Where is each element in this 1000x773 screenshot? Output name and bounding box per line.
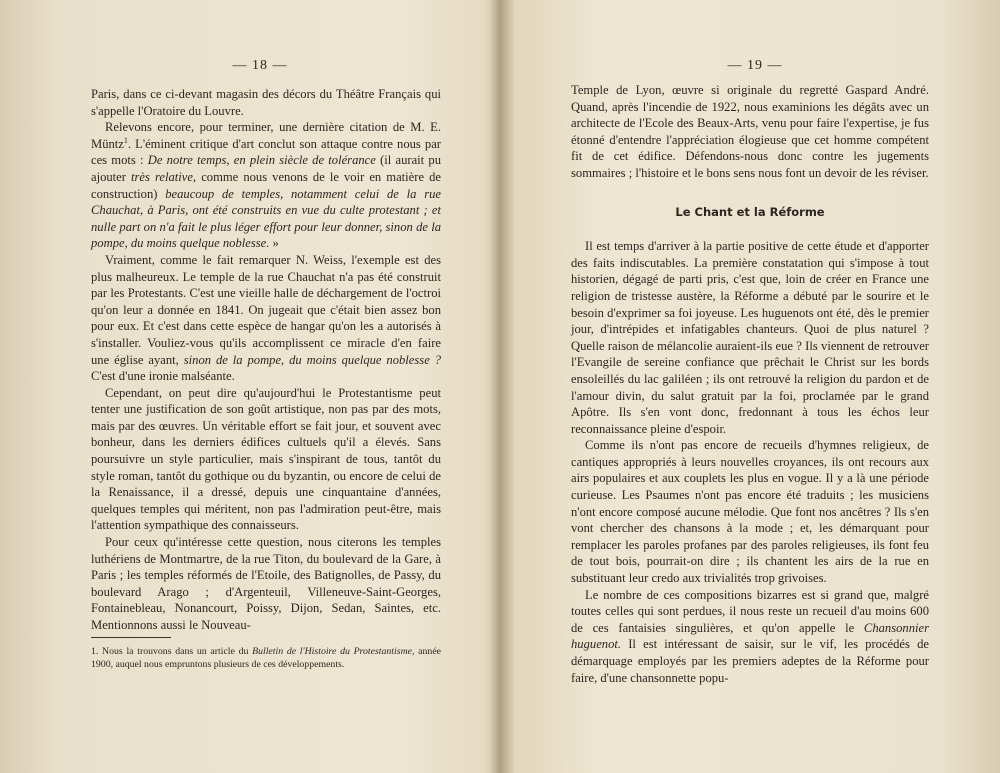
paragraph-text: . L'éminent critique d'art conclut son attaque contre nous par ces mots : [91,136,441,168]
quote-italic: De notre temps, en plein siècle de tolérance [147,153,376,168]
paragraph: Cependant, on peut dire qu'aujourd'hui le Protestantisme peut tenter une justification de son goût artistique, non pas par des mots, mais par des œuvres. Un véritable effort se fait jour, et souvent avec bonheur, dans les derniers édifices cultuels qu'il a élevés. Sans poursuivre un style particulier, mais s'inspirant de tous, tantôt du style roman, tantôt du gothique ou du byzantin, ou encore de celui de la Renaissance, il a dressé, depuis une cinquantaine d'années, quelques temples qui méritent, non pas l'admiration peut-être, mais l'attention sympathique des connaisseurs. [91,385,441,533]
quote-italic: sinon de la pompe, du moins quelque noblesse ? [183,352,441,367]
footnote-mark: 1 [123,135,128,145]
quote-italic: beaucoup de temples, notamment celui de la rue Chauchat, à Paris, ont été construits en vue du culte protestant ; et nulle part on n'a fait le plus léger effort pour leur donner, sinon de la pompe, du moins quelque noblesse. [91,186,441,251]
section-heading: Le Chant et la Réforme [675,204,825,219]
paragraph-text: comme nous venons de le voir en matière de construction) [91,169,441,201]
paragraph-text: Le nombre de ces compositions bizarres est si grand que, malgré toutes celles qui sont perdues, il nous reste un recueil d'au moins 600 de ces fantaisies singulières, et qu'on appelle le [571,587,929,635]
footnote-divider [91,637,171,638]
paragraph-text: Il est intéressant de saisir, sur le vif, les procédés de démarquage employés par les premiers adeptes de la Réforme pour faire, d'une chansonnette popu- [571,637,929,685]
book-title-italic: Chansonnier huguenot. [571,620,929,652]
paragraph-text: Relevons encore, pour terminer, une dernière citation de M. E. Müntz [91,120,441,151]
left-page-body [91,86,441,634]
paragraph-text: » [272,236,279,251]
paragraph: Temple de Lyon, œuvre si originale du regretté Gaspard André. Quand, après l'incendie de 1922, nous examinions les dégâts avec un architecte de l'Ecole des Beaux-Arts, venu pour faire l'expertise, je fus étonné d'entendre l'appréciation élogieuse que cet homme compétent fit de cet édifice. Défendons-nous donc contre les jugements sommaires ; l'histoire et le bons sens nous font un devoir de les réviser. [571,83,929,180]
page-number-right: — 19 — [727,58,783,73]
right-page [500,0,1000,773]
quote-italic: très relative, [131,169,197,184]
paragraph-text: (il aurait pu ajouter [91,153,441,184]
right-page-body [571,82,929,686]
paragraph-text: Vraiment, comme le fait remarquer N. Weiss, l'exemple est des plus malheureux. Le temple de la rue Chauchat n'a pas été construit par les Protestants. C'est une vieille halle de déchargement de l'octroi qu'on leur a donnée en 1841. On jugeait que c'était bien assez bon pour eux. Et c'est dans cette espèce de hangar qu'on les a autorisés à s'installer. Vouliez-vous qu'ils accomplissent ce miracle d'en faire une église ayant, [91,252,441,367]
page-number-left: — 18 — [232,58,288,73]
paragraph: Il est temps d'arriver à la partie positive de cette étude et d'apporter des faits indiscutables. La première constatation qui s'impose à tout historien, dégagé de parti pris, c'est que, loin de créer en France une religion de tristesse austère, la Réforme a débuté par le sourire et le besoin d'exprimer sa foi joyeuse. Les huguenots ont été, dès le premier jour, d'intrépides et infatigables chanteurs. Quoi de plus naturel ? Quelle raison de mélancolie auraient-ils eue ? Ils viennent de retrouver l'Evangile de sereine confiance que prêchait le Christ sur les bords ensoleillés du lac galiléen ; ils ont retrouvé la religion du pardon et de l'amour divin, du salut gratuit par la foi, proclamée par le grand Apôtre. Ils s'en vont donc, fredonnant à tous les échos leur reconnaissance pleine d'espoir. [571,239,929,436]
footnote-text: 1. Nous la trouvons dans un article du [91,646,249,657]
footnote [91,646,441,671]
paragraph-chansonnier [571,587,929,687]
paragraph-text: C'est d'une ironie malséante. [91,369,235,384]
paragraph: Comme ils n'ont pas encore de recueils d'hymnes religieux, de cantiques appropriés à leurs nouvelles croyances, ils ont recours aux airs populaires et aux couplets les plus en vogue. Il y a là une période curieuse. Les Psaumes n'ont pas encore été traduits ; les musiciens n'ont encore composé aucune mélodie. Que font nos ancêtres ? Ils s'en vont chercher des chansons à la mode ; et, les démarquant pour remplacer les paroles profanes par des paroles religieuses, ils font feu de tout bois, pourrait-on dire ; ils chantent les airs de la rue en substituant leur credo aux trivialités trop grivoises. [571,438,929,586]
paragraph: Pour ceux qu'intéresse cette question, nous citerons les temples luthériens de Montmartre, de la rue Titon, du boulevard de la Gare, à Paris ; les temples réformés de l'Etoile, des Batignolles, de Passy, du boulevard Arago ; d'Argenteuil, Villeneuve-Saint-Georges, Fontainebleau, Nonancourt, Poissy, Dijon, Sedan, Saintes, etc. Mentionnons aussi le Nouveau- [91,535,441,632]
paragraph: Paris, dans ce ci-devant magasin des décors du Théâtre Français qui s'appelle l'Oratoire du Louvre. [91,87,441,118]
paragraph-weiss [91,252,441,385]
paragraph-muntz [91,119,441,252]
footnote-title: Bulletin de l'Histoire du Protestantisme, [252,646,415,657]
footnote-text: année 1900, auquel nous empruntons plusieurs de ces développements. [91,646,442,670]
